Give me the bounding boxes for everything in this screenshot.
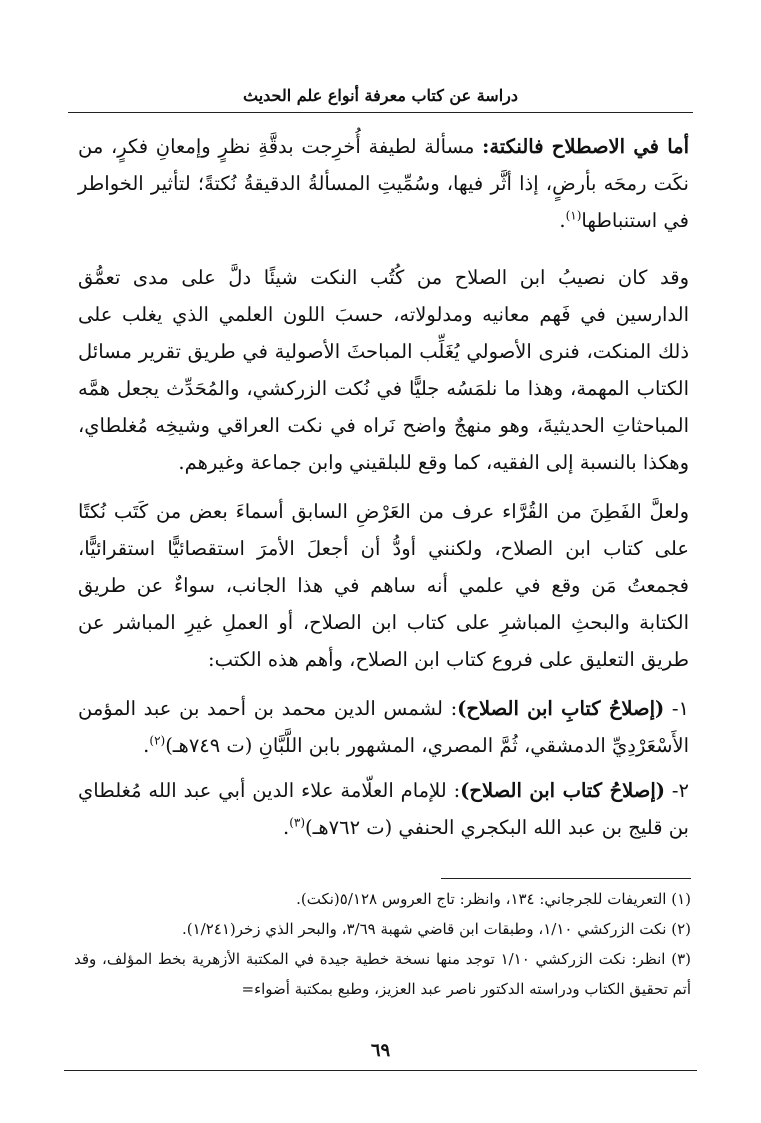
paragraph-share: وقد كان نصيبُ ابن الصلاح من كُتُب النكت شيئًا دلَّ على مدى تعمُّق الدارسين في فَهم معانيه ومدلولاته، حسبَ اللون العلمي الذي يغلب على ذلك المنكت، فنرى الأصولي يُغَلِّب المباحثَ الأصولية في طريق تقرير مسائل الكتاب المهمة، وهذا ما نلمَسُه جليًّا في نُكت الزركشي، والمُحَدِّث يجعل همَّه المباحثاتِ الحديثيةَ، وهو منهجٌ واضح نَراه في نكت العراقي وشيخِه مُغلطاي، وهكذا بالنسبة إلى الفقيه، كما وقع للبلقيني وابن جماعة وغيرهم. xyxy=(78,266,689,474)
page-header-title: دراسة عن كتاب معرفة أنواع علم الحديث xyxy=(242,86,518,105)
main-text xyxy=(78,128,689,854)
footnote-ref-2: (٢) xyxy=(149,733,166,748)
footnote-3: (٣) انظر: نكت الزركشي ١/١٠ توجد منها نسخة خطية جيدة في المكتبة الأزهرية بخط المؤلف، وقد أتم تحقيق الكتاب ودراسته الدكتور ناصر عبد العزيز، وطبع بمكتبة أضواء= xyxy=(74,950,691,998)
list-item xyxy=(78,772,689,846)
paragraph-end: . xyxy=(559,209,566,232)
list-item-title: (إصلاحُ كتاب ابن الصلاح) xyxy=(460,779,665,802)
footnote-ref-3: (٣) xyxy=(289,815,306,830)
footnote-2: (٢) نكت الزركشي ١/١٠، وطبقات ابن قاضي شهبة ٣/٦٩، والبحر الذي زخر(١/٢٤١). xyxy=(181,920,691,938)
footnote-ref-1: (١) xyxy=(565,208,582,223)
list-item-number: ١- xyxy=(664,697,689,720)
footnote-1: (١) التعريفات للجرجاني: ١٣٤، وانظر: تاج العروس ٥/١٢٨(نكت). xyxy=(296,890,691,908)
footer-divider xyxy=(64,1070,697,1071)
footnotes xyxy=(74,884,691,1004)
list-item-number: ٢- xyxy=(665,779,689,802)
list-item-end: . xyxy=(143,734,150,757)
paragraph-definition xyxy=(78,128,689,239)
page-number: ٦٩ xyxy=(370,1040,391,1061)
header-divider xyxy=(68,112,693,113)
footnote-divider xyxy=(441,878,691,879)
list-item-text: : لشمس الدين محمد بن أحمد بن عبد المؤمن الأَسْعَرْدِيِّ الدمشقي، ثُمَّ المصري، المشهور بابن اللَّبَّانِ (ت ٧٤٩هـ) xyxy=(78,697,689,757)
list-item-text: : للإمام العلّامة علاء الدين أبي عبد الله مُغلطاي بن قليج بن عبد الله البكجري الحنفي (ت ٧٦٢هـ) xyxy=(78,779,689,839)
list-item xyxy=(78,690,689,764)
list-item-end: . xyxy=(282,816,290,839)
list-item-title: (إصلاحُ كتابِ ابن الصلاح) xyxy=(457,697,665,720)
paragraph-lead: أما في الاصطلاح فالنكتة: xyxy=(482,135,689,158)
paragraph-books: ولعلَّ الفَطِنَ من القُرَّاء عرف من العَرْضِ السابق أسماءَ بعض من كَتَب نُكتًا على كتاب ابن الصلاح، ولكنني أودُّ أن أجعلَ الأمرَ استقصائيًّا استقرائيًّا، فجمعتُ مَن وقع في علمي أنه ساهم في هذا الجانب، سواءٌ عن طريق الكتابة والبحثِ المباشرِ على كتاب ابن الصلاح، أو العملِ غيرِ المباشر عن طريق التعليق على فروع كتاب ابن الصلاح، وأهم هذه الكتب: xyxy=(78,500,689,671)
paragraph-text: مسألة لطيفة أُخرِجت بدقَّةِ نظرٍ وإمعانِ فكرٍ، من نكَت رمحَه بأرضٍ، إذا أثَّر فيها، وسُمِّيتِ المسألةُ الدقيقةُ نُكتةً؛ لتأثير الخواطر في استنباطها xyxy=(78,135,689,232)
